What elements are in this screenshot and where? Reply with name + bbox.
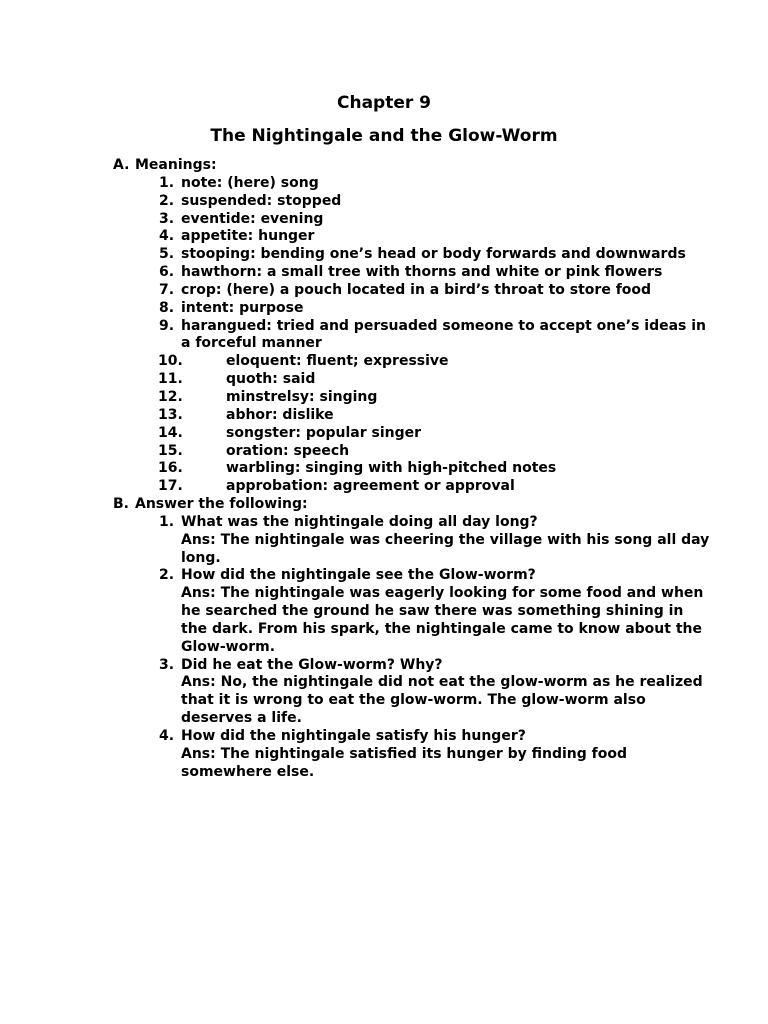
list-item-text: harangued: tried and persuaded someone to accept one’s ideas in a forceful manner xyxy=(181,317,707,352)
list-item xyxy=(113,318,713,354)
list-item xyxy=(113,193,713,211)
question-body xyxy=(181,728,713,782)
question-body xyxy=(181,657,713,728)
list-item-number: 4. xyxy=(159,228,175,245)
chapter-heading: Chapter 9 xyxy=(336,93,431,113)
answer-text: Ans: The nightingale was cheering the village with his song all day long. xyxy=(181,531,710,566)
list-item-text: intent: purpose xyxy=(181,299,304,316)
list-item-number: 13. xyxy=(158,406,183,423)
list-item xyxy=(113,371,713,389)
list-item-text: eventide: evening xyxy=(181,210,324,227)
list-item-number: 7. xyxy=(159,281,175,298)
list-item xyxy=(113,282,713,300)
list-item-text: abhor: dislike xyxy=(226,406,334,423)
list-item-number: 6. xyxy=(159,264,175,281)
list-item-number: 10. xyxy=(158,353,183,370)
list-item-number: 1. xyxy=(159,174,175,191)
list-item xyxy=(113,175,713,193)
list-item-text: oration: speech xyxy=(226,442,350,459)
question-text: Did he eat the Glow-worm? Why? xyxy=(181,656,443,673)
questions-list xyxy=(113,514,713,782)
list-item-text: suspended: stopped xyxy=(181,192,342,209)
list-item-text: note: (here) song xyxy=(181,174,319,191)
list-item xyxy=(113,211,713,229)
list-item-number: 9. xyxy=(159,317,175,334)
list-item xyxy=(113,443,713,461)
list-item xyxy=(113,389,713,407)
question-text: How did the nightingale see the Glow-worm? xyxy=(181,567,536,584)
question-text: What was the nightingale doing all day long? xyxy=(181,513,538,530)
document-body xyxy=(113,157,713,782)
list-item-number: 12. xyxy=(158,388,183,405)
question-item xyxy=(113,567,713,656)
question-body xyxy=(181,567,713,656)
list-item xyxy=(113,264,713,282)
list-item xyxy=(113,246,713,264)
meanings-list xyxy=(113,175,713,496)
list-item-number: 5. xyxy=(159,246,175,263)
list-item-text: crop: (here) a pouch located in a bird’s throat to store food xyxy=(181,281,652,298)
list-item-text: eloquent: fluent; expressive xyxy=(226,353,449,370)
list-item xyxy=(113,460,713,478)
list-item xyxy=(113,228,713,246)
section-a-heading xyxy=(113,157,713,175)
list-item xyxy=(113,478,713,496)
question-text: How did the nightingale satisfy his hunger? xyxy=(181,728,526,744)
answer-text: Ans: The nightingale was eagerly looking for some food and when he searched the ground he saw there was something shining in the dark. From his spark, the nightingale came to know about the Glow-worm. xyxy=(181,585,704,655)
list-item-text: approbation: agreement or approval xyxy=(226,478,515,495)
list-item-text: minstrelsy: singing xyxy=(226,388,378,405)
list-item-number: 2. xyxy=(159,192,175,209)
list-item-text: songster: popular singer xyxy=(226,424,422,441)
answer-text: Ans: The nightingale satisfied its hunger by finding food somewhere else. xyxy=(181,745,628,780)
list-item xyxy=(113,353,713,371)
section-b-letter: B. xyxy=(113,496,129,513)
question-number: 1. xyxy=(159,513,175,530)
list-item-number: 17. xyxy=(158,478,183,495)
list-item-number: 15. xyxy=(158,442,183,459)
answer-text: Ans: No, the nightingale did not eat the glow-worm as he realized that it is wrong to eat the glow-worm. The glow-worm also deserves a life. xyxy=(181,674,703,727)
section-a-title: Meanings: xyxy=(135,157,217,173)
question-item xyxy=(113,728,713,782)
list-item-number: 8. xyxy=(159,299,175,316)
section-a-letter: A. xyxy=(113,157,130,173)
list-item-text: hawthorn: a small tree with thorns and white or pink flowers xyxy=(181,264,663,281)
list-item-text: appetite: hunger xyxy=(181,228,315,245)
list-item-number: 16. xyxy=(158,460,183,477)
list-item xyxy=(113,425,713,443)
list-item-text: stooping: bending one’s head or body forwards and downwards xyxy=(181,246,686,263)
question-number: 2. xyxy=(159,567,175,584)
list-item-text: warbling: singing with high-pitched notes xyxy=(226,460,557,477)
question-number: 3. xyxy=(159,656,175,673)
list-item xyxy=(113,407,713,425)
list-item-number: 14. xyxy=(158,424,183,441)
list-item xyxy=(113,300,713,318)
question-item xyxy=(113,514,713,568)
question-item xyxy=(113,657,713,728)
section-b-heading xyxy=(113,496,713,514)
question-body xyxy=(181,514,713,568)
question-number: 4. xyxy=(159,728,175,744)
list-item-number: 3. xyxy=(159,210,175,227)
section-b-title: Answer the following: xyxy=(135,496,308,513)
list-item-text: quoth: said xyxy=(226,371,316,388)
page-title: The Nightingale and the Glow-Worm xyxy=(210,126,558,146)
list-item-number: 11. xyxy=(158,371,183,388)
